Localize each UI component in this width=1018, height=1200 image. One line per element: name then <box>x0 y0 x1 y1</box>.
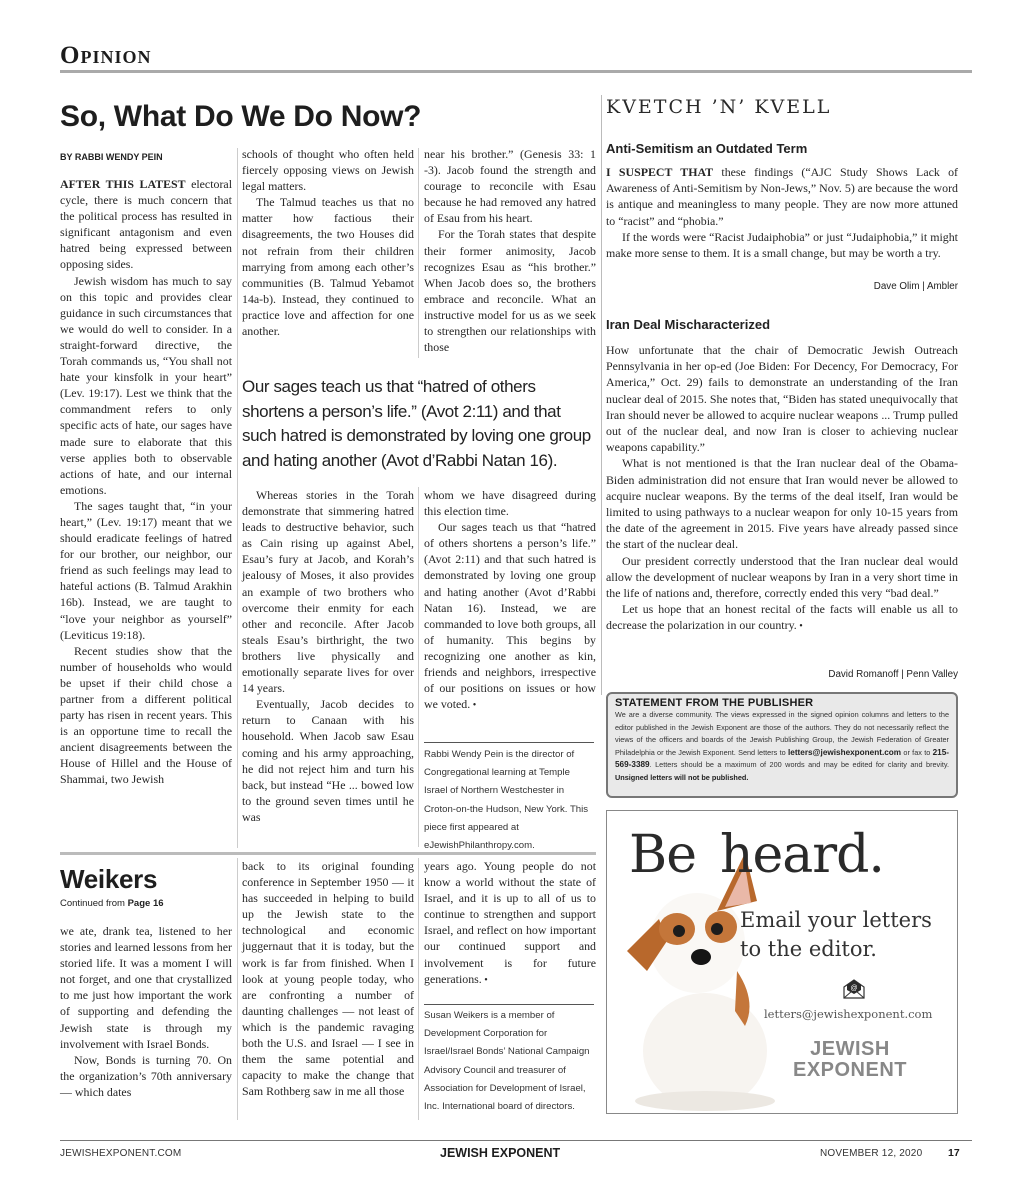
continued-from: Continued from Page 16 <box>60 898 164 909</box>
article-paragraph: Whereas stories in the Torah demonstrate that simmering hatred leads to destructive behavior, such as Cain rising up against Abel, Esau’s fury at Jacob, and Korah’s jealousy of Moses, it also provides an example of two brothers who overcome their enmity for each other and reconcile. After Jacob steals Esau’s birthright, the two brothers live physically and emotionally separate lives for over 14 years. <box>242 488 414 696</box>
puppy-eye <box>673 925 685 937</box>
article-column-1 <box>60 176 232 788</box>
article-paragraph: Eventually, Jacob decides to return to Canaan with his household. When Jacob saw Esau coming and his army approaching, he did not reject him and turn his back, but instead “He ... bowed low to the ground seven times until he was <box>242 697 414 824</box>
column-divider <box>601 95 602 695</box>
article-paragraph: Now, Bonds is turning 70. On the organization’s 70th anniversary — which dates <box>60 1052 232 1099</box>
statement-email-link[interactable]: letters@jewishexponent.com <box>787 747 902 757</box>
article-paragraph: we ate, drank tea, listened to her stories and learned lessons from her storied life. It was a moment I will not forget, and one that crystallized to me just how important the work of supporting and defending the Jewish state is through my involvement with Israel Bonds. <box>60 924 232 1051</box>
end-mark: • <box>796 621 803 633</box>
bio-rule <box>424 742 594 743</box>
article-paragraph: back to its original founding conference in September 1950 — it has succeeded in helping to build up the Jewish state to the technological and economic juggernaut that it is today, but the work is far from finished. When I look at young people today, who are confronting a number of daunting challenges — not least of which is the pandemic ravaging both the U.S. and Israel — I see in them the same potential and capacity to make the change that Sam Rothberg saw in me all those <box>242 859 414 1099</box>
lead-in: I SUSPECT THAT <box>606 165 714 179</box>
article-paragraph: Jewish wisdom has much to say on this topic and provides clear guidance in such circumstances that we would do well to consider. In a straight-forward directive, the Torah commands us, “You shall not hate your kinsfolk in your heart” (Lev. 19:17). Lest we think that the commandment refers to only specific acts of hate, our sages have made sure to elaborate that this verse applies both to observable actions of hate, and our internal emotions. <box>60 273 232 497</box>
puppy-nose <box>691 949 711 965</box>
jewish-exponent-logo: JEWISH EXPONENT <box>792 1038 908 1081</box>
section-divider <box>60 852 596 855</box>
weikers-headline: Weikers <box>60 864 158 894</box>
lead-in: AFTER THIS LATEST <box>60 177 186 191</box>
puppy-photo <box>617 851 797 1111</box>
weikers-column-3 <box>424 858 596 989</box>
puppy-paws <box>635 1091 775 1111</box>
article-column-2-top <box>242 146 414 339</box>
column-divider <box>418 487 419 847</box>
article-paragraph: Our sages teach us that “hatred of others shortens a person’s life.” (Avot 2:11) and that such hatred is demonstrated by loving one group and hating another (Avot d’Rabbi Natan 16). Instead, we are commanded to love both groups, all of humanity. This begins by recognizing one another as kin, friends and neighbors, irrespective of our positions on issues or how we voted. • <box>424 520 596 712</box>
statement-body: We are a diverse community. The views expressed in the signed opinion columns and letters to the editor published in the Jewish Exponent are those of the authors. They do not necessarily reflect the views of the officers and boards of the Jewish Publishing Group, the Jewish Federation of Greater Philadelphia or the Jewish Exponent. Send letters to letters@jewishexponent.com or fax to 215-569-3389. Letters should be a maximum of 200 words and may be edited for clarity and brevity. Unsigned letters will not be published. <box>615 710 949 782</box>
ad-email-link[interactable]: letters@jewishexponent.com <box>764 1007 933 1021</box>
letter-paragraph: I SUSPECT THAT these findings (“AJC Study Shows Lack of Awareness of Anti-Semitism by Non-Jews,” Nov. 5) are because the word is antique and meaningless to many people. They are now more attuned to “racist” and “phobia.” <box>606 165 958 228</box>
pull-quote: Our sages teach us that “hatred of others shortens a person’s life.” (Avot 2:11) and that such hatred is demonstrated by loving one group and hating another (Avot d’Rabbi Natan 16). <box>242 377 591 470</box>
letter-title: Iran Deal Mischaracterized <box>606 317 771 332</box>
bio-rule <box>424 1004 594 1005</box>
kvetch-header: KVETCH ’N’ KVELL <box>606 96 832 118</box>
ad-headline: Be heard. <box>629 825 884 885</box>
column-divider <box>237 858 238 1120</box>
footer-date: NOVEMBER 12, 2020 <box>820 1148 923 1159</box>
footer-website-link[interactable]: JEWISHEXPONENT.COM <box>60 1148 182 1159</box>
article-headline: So, What Do We Do Now? <box>60 100 422 133</box>
section-rule <box>60 70 972 73</box>
article-paragraph: years ago. Young people do not know a world without the state of Israel, and it is up to all of us to continue to strengthen and support Israel, and reflect on how important our continued support and involvement is for future generations. • <box>424 859 596 986</box>
author-bio: Rabbi Wendy Pein is the director of Congregational learning at Temple Israel of Northern Westchester in Croton-on-the Hudson, New York. This piece first appeared at eJewishPhilanthropy.com. <box>424 749 589 852</box>
letter-body <box>606 164 958 261</box>
column-divider <box>418 858 419 1120</box>
puppy-eye <box>711 923 723 935</box>
article-paragraph: The Talmud teaches us that no matter how factious their disagreements, the two Houses did not refrain from their children marrying from among each other’s communities (B. Talmud Yebamot 14a-b). Instead, they continued to practice love and affection for one another. <box>242 195 414 339</box>
column-divider <box>418 148 419 358</box>
letter-paragraph: Our president correctly understood that the Iran nuclear deal would allow the development of nuclear weapons by Iran in a very short time in the life of nations and, therefore, correctly ended this very “bad deal.” <box>606 553 958 601</box>
article-paragraph: For the Torah states that despite their former animosity, Jacob recognizes Esau as “his brother.” When Jacob does so, the brothers embrace and reconcile. What an instructive model for us as we seek to strengthen our relationships with those <box>424 227 596 355</box>
article-paragraph: schools of thought who often held fiercely opposing views on Jewish legal matters. <box>242 147 414 194</box>
statement-fax: 215-569-3389 <box>615 747 949 770</box>
footer-rule <box>60 1140 972 1141</box>
ad-subtext: Email your letters to the editor. <box>740 908 932 961</box>
continued-page-link[interactable]: Page 16 <box>127 898 164 909</box>
be-heard-ad[interactable] <box>606 810 958 1114</box>
article-paragraph: Recent studies show that the number of households who would be upset if their child chose a partner from a different political party has risen in recent years. This is an opportune time to recall the ancient disagreements between the House of Hillel and the House of Shammai, two Jewish <box>60 643 232 787</box>
page-number: 17 <box>948 1147 960 1159</box>
end-mark: • <box>470 700 477 712</box>
letter-signature: Dave Olim | Ambler <box>873 281 958 292</box>
article-column-2-bottom <box>242 487 414 825</box>
article-paragraph: AFTER THIS LATEST electoral cycle, there is much concern that the political process has resulted in significant antagonism and even hatred being expressed between opposing sides. <box>60 177 232 272</box>
letter-paragraph: How unfortunate that the chair of Democratic Jewish Outreach Pennsylvania in her op-ed (Joe Biden: For Decency, For Democracy, For America,” Oct. 29) fails to demonstrate an understanding of the Iran nuclear deal of 2015. She notes that, “Biden has stated unequivocally that Iran should never be allowed to acquire nuclear weapons ... Trump pulled out of the nuclear deal, and now Iran is closer to achieving nuclear weapons capability.” <box>606 343 958 455</box>
weikers-column-2 <box>242 858 414 1099</box>
article-byline: BY RABBI WENDY PEIN <box>60 152 163 162</box>
article-paragraph: The sages taught that, “in your heart,” (Lev. 19:17) meant that we should eradicate feelings of hatred for our brother, our neighbor, our friend as such feelings may lead to hateful actions (B. Talmud Arakhin 16b). Instead, we are taught to “love your neighbor as yourself” (Leviticus 19:18). <box>60 498 232 642</box>
letter-paragraph: Let us hope that an honest recital of the facts will enable us all to decrease the polarization in our country. • <box>606 602 958 633</box>
article-column-3-bottom <box>424 487 596 714</box>
footer-publication-name: JEWISH EXPONENT <box>440 1146 561 1160</box>
letter-paragraph: What is not mentioned is that the Iran nuclear deal of the Obama-Biden administration did not ensure that Iran would never be allowed to acquire nuclear weapons. By the terms of the deal itself, Iran would be limited to using pathways to a nuclear weapon for only 10-15 years from the date of the agreement in 2015. Five years have already passed since the start of the nuclear deal. <box>606 456 958 552</box>
article-paragraph: near his brother.” (Genesis 33: 1 -3). Jacob found the strength and courage to reconcile with Esau because he had removed any hatred of Esau from his heart. <box>424 147 596 226</box>
letter-body <box>606 342 958 636</box>
letter-signature: David Romanoff | Penn Valley <box>828 669 958 680</box>
publisher-statement-box <box>606 692 958 798</box>
svg-text:@: @ <box>850 985 858 992</box>
column-divider <box>237 148 238 848</box>
article-column-3-top <box>424 146 596 355</box>
letter-title: Anti-Semitism an Outdated Term <box>606 141 808 156</box>
article-paragraph: whom we have disagreed during this election time. <box>424 488 596 519</box>
letter-paragraph: If the words were “Racist Judaiphobia” or just “Judaiphobia,” it might make more sense to them. It is a small change, but may be worth a try. <box>606 229 958 261</box>
section-header: Opinion <box>60 42 152 69</box>
weikers-column-1 <box>60 923 232 1100</box>
statement-title: STATEMENT FROM THE PUBLISHER <box>615 697 814 709</box>
envelope-at-icon <box>843 979 865 999</box>
author-bio: Susan Weikers is a member of Development Corporation for Israel/Israel Bonds’ National Campaign Advisory Council and treasurer of Association for Development of Israel, Inc. International board of directors. <box>424 1010 590 1113</box>
end-mark: • <box>481 974 488 986</box>
